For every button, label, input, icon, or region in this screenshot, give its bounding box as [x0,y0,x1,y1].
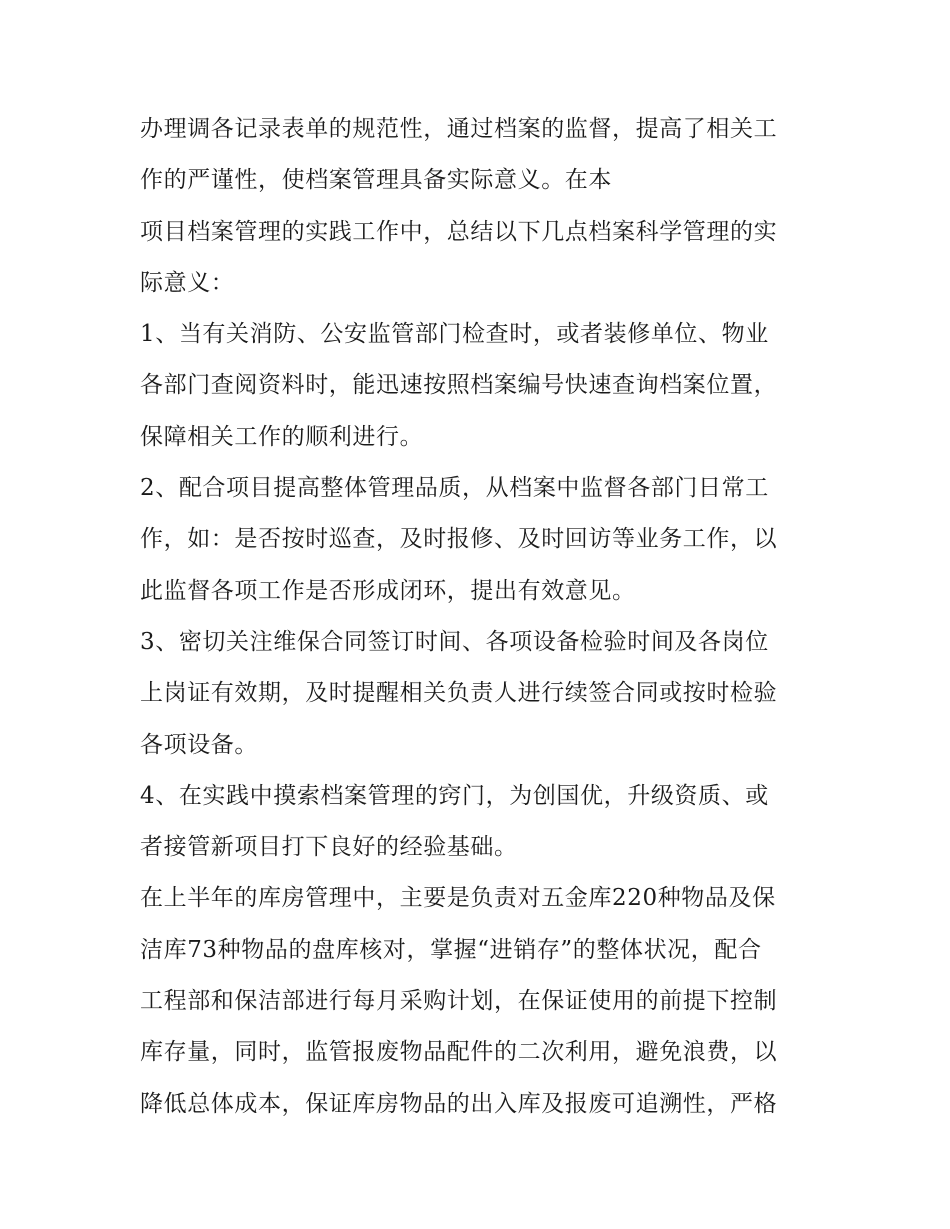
text-line: 办理调各记录表单的规范性，通过档案的监督，提高了相关工 [140,116,778,142]
text-line: 者接管新项目打下良好的经验基础。 [140,834,518,861]
text-line: 各部门查阅资料时，能迅速按照档案编号快速查询档案位置， [140,372,778,399]
text-line: 降低总体成本，保证库房物品的出入库及报废可追溯性，严格 [140,1090,778,1117]
text-line: 保障相关工作的顺利进行。 [140,423,424,450]
text-line: 项目档案管理的实践工作中，总结以下几点档案科学管理的实 [140,218,778,245]
text-line: 洁库73种物品的盘库核对，掌握“进销存”的整体状况，配合 [140,936,762,963]
text-line: 在上半年的库房管理中，主要是负责对五金库220种物品及保 [140,885,776,912]
text-line: 2、配合项目提高整体管理品质，从档案中监督各部门日常工 [140,475,769,502]
text-line: 各项设备。 [140,731,258,758]
text-line: 3、密切关注维保合同签订时间、各项设备检验时间及各岗位 [140,628,769,655]
text-line: 4、在实践中摸索档案管理的窍门，为创国优，升级资质、或 [140,782,769,809]
document-body [140,104,820,1130]
text-line: 库存量，同时，监管报废物品配件的二次利用，避免浪费，以 [140,1039,778,1066]
text-line: 作，如：是否按时巡查，及时报修、及时回访等业务工作，以 [140,526,778,553]
text-line: 1、当有关消防、公安监管部门检查时，或者装修单位、物业 [140,321,769,348]
text-line: 上岗证有效期，及时提醒相关负责人进行续签合同或按时检验 [140,680,778,707]
text-line: 此监督各项工作是否形成闭环，提出有效意见。 [140,577,636,604]
text-line: 工程部和保洁部进行每月采购计划，在保证使用的前提下控制 [140,988,778,1015]
text-line: 际意义： [140,269,235,296]
text-line: 作的严谨性，使档案管理具备实际意义。在本 [140,167,612,194]
